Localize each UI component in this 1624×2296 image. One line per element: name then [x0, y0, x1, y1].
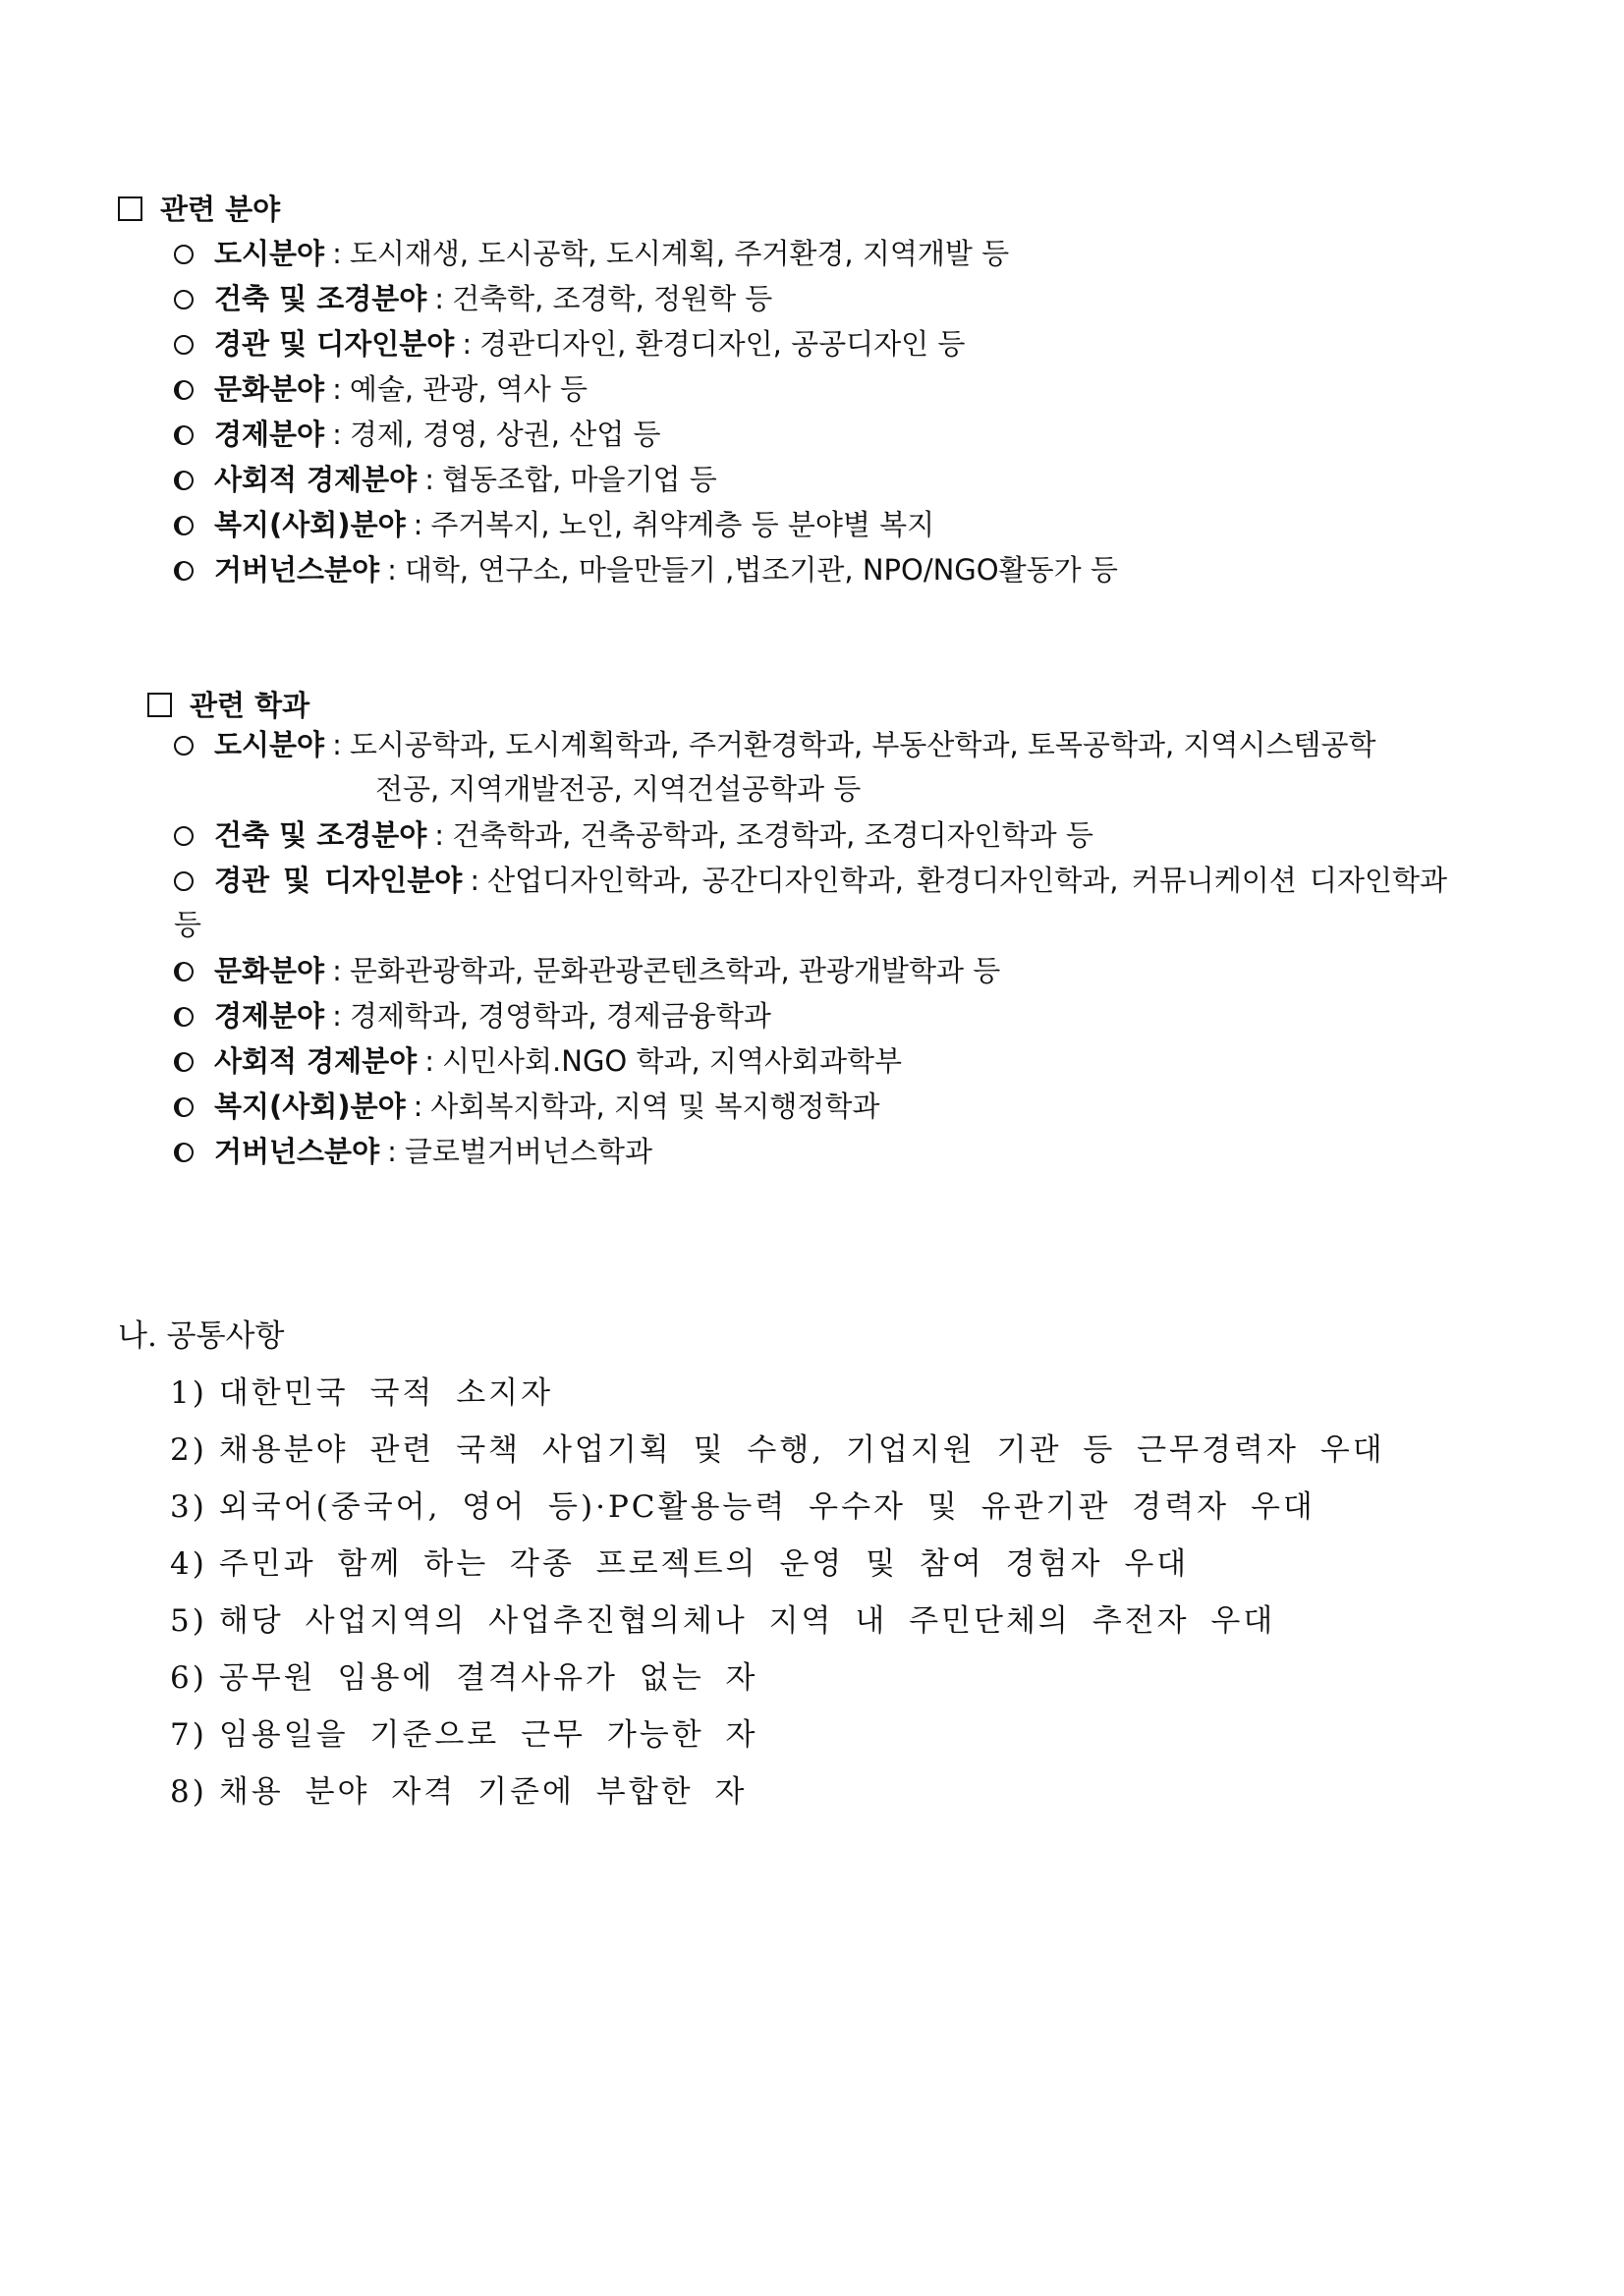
departments-item-text: 글로벌거버넌스학과 — [404, 1135, 653, 1168]
common-item — [170, 1603, 1276, 1639]
fields-item — [174, 372, 588, 406]
departments-item-text: 문화관광학과, 문화관광콘텐츠학과, 관광개발학과 등 — [349, 954, 1001, 987]
fields-item-category: 경제분야 — [214, 418, 325, 451]
fields-item — [174, 237, 1010, 270]
separator-colon: : — [332, 728, 342, 761]
fields-item — [174, 282, 773, 315]
fields-heading-text: 관련 분야 — [160, 193, 281, 226]
fields-item-text: 도시재생, 도시공학, 도시계획, 주거환경, 지역개발 등 — [349, 237, 1010, 270]
fields-item — [174, 420, 661, 449]
hollow-circle-bullet-icon — [174, 335, 194, 355]
common-item-number: 4) — [170, 1546, 207, 1582]
fields-item — [174, 463, 717, 496]
fields-item-category: 건축 및 조경분야 — [214, 282, 427, 315]
fields-item-category: 거버넌스분야 — [214, 553, 380, 587]
departments-item-category: 건축 및 조경분야 — [214, 818, 427, 852]
common-item-text: 외국어(중국어, 영어 등)·PC활용능력 우수자 및 유관기관 경력자 우대 — [218, 1489, 1316, 1525]
departments-item-text: 경제학과, 경영학과, 경제금융학과 — [349, 999, 771, 1033]
fields-item-text: 협동조합, 마을기업 등 — [441, 463, 717, 496]
common-item-number: 8) — [170, 1774, 207, 1810]
hollow-circle-bullet-icon — [174, 736, 194, 756]
half-circle-bullet-icon — [174, 380, 194, 400]
common-item-number: 6) — [170, 1660, 207, 1696]
departments-item — [174, 864, 1448, 897]
separator-colon: : — [462, 327, 473, 361]
common-item-number: 5) — [170, 1603, 207, 1639]
separator-colon: : — [470, 864, 480, 897]
fields-item-category: 사회적 경제분야 — [214, 463, 418, 496]
common-item — [170, 1717, 758, 1753]
departments-item-category: 거버넌스분야 — [214, 1135, 380, 1168]
departments-item-category: 도시분야 — [214, 728, 325, 761]
departments-item-category: 경관 및 디자인분야 — [214, 864, 463, 897]
departments-item — [174, 728, 1376, 761]
fields-item — [174, 553, 1118, 587]
half-circle-bullet-icon — [174, 516, 194, 535]
common-item-text: 대한민국 국적 소지자 — [218, 1375, 554, 1411]
half-circle-bullet-icon — [174, 1052, 194, 1072]
departments-item-text: 건축학과, 건축공학과, 조경학과, 조경디자인학과 등 — [452, 818, 1093, 852]
common-item-text: 채용분야 관련 국책 사업기획 및 수행, 기업지원 기관 등 근무경력자 우대 — [218, 1432, 1385, 1468]
common-item-number: 7) — [170, 1717, 207, 1753]
half-circle-bullet-icon — [174, 1097, 194, 1117]
fields-item-text: 예술, 관광, 역사 등 — [349, 372, 588, 406]
hollow-circle-bullet-icon — [174, 871, 194, 891]
departments-item — [174, 954, 1001, 987]
common-item-text: 임용일을 기준으로 근무 가능한 자 — [218, 1717, 758, 1753]
departments-item-category: 경제분야 — [214, 999, 325, 1033]
separator-colon: : — [332, 372, 342, 406]
checkbox-square-icon — [118, 196, 142, 221]
common-item-text: 공무원 임용에 결격사유가 없는 자 — [218, 1660, 758, 1696]
half-circle-bullet-icon — [174, 1007, 194, 1027]
common-item-number: 3) — [170, 1489, 207, 1525]
common-item — [170, 1432, 1385, 1468]
separator-colon: : — [424, 463, 434, 496]
departments-item — [174, 818, 1093, 852]
checkbox-square-icon — [147, 693, 172, 717]
half-circle-bullet-icon — [174, 561, 194, 581]
common-item — [170, 1660, 758, 1696]
common-item — [170, 1375, 554, 1411]
common-item — [170, 1774, 748, 1810]
departments-item-text: 사회복지학과, 지역 및 복지행정학과 — [430, 1090, 880, 1123]
fields-heading — [118, 193, 281, 226]
separator-colon: : — [434, 818, 445, 852]
half-circle-bullet-icon — [174, 471, 194, 490]
departments-item-text: 도시공학과, 도시계획학과, 주거환경학과, 부동산학과, 토목공학과, 지역시스템공학 — [349, 728, 1376, 761]
separator-colon: : — [413, 1090, 423, 1123]
separator-colon: : — [387, 553, 397, 587]
fields-item-category: 경관 및 디자인분야 — [214, 327, 455, 361]
separator-colon: : — [434, 282, 445, 315]
fields-item-text: 경관디자인, 환경디자인, 공공디자인 등 — [479, 327, 966, 361]
departments-heading-text: 관련 학과 — [190, 689, 310, 722]
departments-item — [174, 999, 771, 1033]
fields-item-text: 건축학, 조경학, 정원학 등 — [452, 282, 773, 315]
common-item-text: 해당 사업지역의 사업추진협의체나 지역 내 주민단체의 추전자 우대 — [218, 1603, 1276, 1639]
hollow-circle-bullet-icon — [174, 290, 194, 309]
fields-item-category: 복지(사회)분야 — [214, 508, 406, 541]
fields-item-text: 대학, 연구소, 마을만들기 ,법조기관, NPO/NGO활동가 등 — [404, 553, 1118, 587]
departments-item-category: 복지(사회)분야 — [214, 1090, 406, 1123]
separator-colon: : — [332, 999, 342, 1033]
common-item-number: 1) — [170, 1375, 207, 1411]
fields-item — [174, 327, 966, 361]
half-circle-bullet-icon — [174, 425, 194, 445]
fields-item-category: 문화분야 — [214, 372, 325, 406]
hollow-circle-bullet-icon — [174, 245, 194, 264]
separator-colon: : — [332, 237, 342, 270]
departments-item — [174, 1044, 903, 1078]
fields-item-text: 경제, 경영, 상권, 산업 등 — [349, 418, 661, 451]
common-item-number: 2) — [170, 1432, 207, 1468]
departments-item-text: 시민사회.NGO 학과, 지역사회과학부 — [441, 1044, 903, 1078]
departments-item-continuation: 등 — [174, 908, 202, 941]
departments-heading — [147, 689, 310, 722]
separator-colon: : — [332, 418, 342, 451]
half-circle-bullet-icon — [174, 962, 194, 981]
common-item — [170, 1489, 1316, 1525]
departments-item — [174, 1092, 879, 1121]
fields-item — [174, 508, 935, 541]
departments-item-category: 사회적 경제분야 — [214, 1044, 418, 1078]
fields-item-category: 도시분야 — [214, 237, 325, 270]
fields-item-text: 주거복지, 노인, 취약계층 등 분야별 복지 — [430, 508, 935, 541]
separator-colon: : — [424, 1044, 434, 1078]
common-item-text: 주민과 함께 하는 각종 프로젝트의 운영 및 참여 경험자 우대 — [218, 1546, 1190, 1582]
hollow-circle-bullet-icon — [174, 826, 194, 846]
departments-item-continuation: 전공, 지역개발전공, 지역건설공학과 등 — [375, 772, 862, 806]
departments-item-text: 산업디자인학과, 공간디자인학과, 환경디자인학과, 커뮤니케이션 디자인학과 — [487, 864, 1448, 897]
common-item — [170, 1546, 1190, 1582]
separator-colon: : — [332, 954, 342, 987]
common-heading: 나. 공통사항 — [118, 1318, 285, 1354]
half-circle-bullet-icon — [174, 1143, 194, 1162]
common-item-text: 채용 분야 자격 기준에 부합한 자 — [218, 1774, 748, 1810]
departments-item-category: 문화분야 — [214, 954, 325, 987]
departments-item — [174, 1135, 653, 1168]
separator-colon: : — [387, 1135, 397, 1168]
separator-colon: : — [413, 508, 423, 541]
